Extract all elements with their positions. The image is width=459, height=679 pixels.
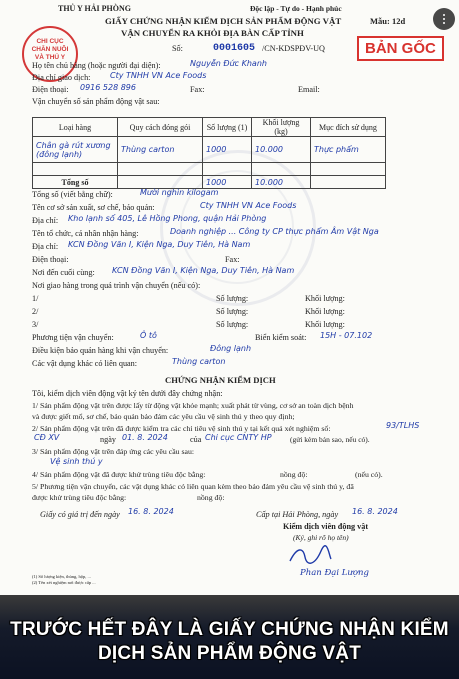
table-cell: Thực phẩm: [311, 137, 386, 163]
unload-weight-label: Khối lượng:: [305, 307, 345, 316]
seal-line-3: VÀ THÚ Y: [34, 54, 66, 61]
table-cell: [311, 163, 386, 176]
unload-weight-label: Khối lượng:: [305, 294, 345, 303]
address-label: Địa chỉ giao dịch:: [32, 73, 91, 82]
goods-table: [32, 117, 386, 189]
table-cell: [203, 163, 252, 176]
table-cell: Chân gà rút xương (đông lạnh): [33, 137, 118, 163]
total-words-value: Mười nghìn kilogam: [140, 188, 219, 197]
issuer-name: THỦ Y HẢI PHÒNG: [58, 4, 131, 13]
table-cell: [118, 176, 203, 189]
video-caption-bar: [0, 595, 459, 679]
unload-weight-label: Khối lượng:: [305, 320, 345, 329]
unload-row-number: 2/: [32, 307, 39, 316]
cert-heading: CHỨNG NHẬN KIỂM DỊCH: [165, 375, 276, 385]
receiver-label: Tên tổ chức, cá nhân nhận hàng:: [32, 229, 139, 238]
footnote-1: (1) Số lượng kiện, thùng, hộp, ...: [32, 574, 91, 579]
facility-address-label: Địa chỉ:: [32, 216, 59, 225]
address-value: Cty TNHH VN Ace Foods: [110, 71, 207, 80]
original-stamp: BẢN GỐC: [357, 36, 444, 61]
unload-label: Nơi giao hàng trong quá trình vận chuyển (nếu có):: [32, 281, 201, 290]
col-header: Loại hàng: [33, 118, 118, 137]
vehicle-value: Ô tô: [140, 331, 157, 340]
valid-until-value: 16. 8. 2024: [128, 507, 174, 516]
vehicle-disinfect-concentration-label: nồng độ:: [197, 493, 225, 502]
title-line-1: GIẤY CHỨNG NHẬN KIỂM DỊCH SẢN PHẨM ĐỘNG VẬT: [105, 16, 342, 26]
cert-point-5b: được khử trùng tiêu độc bằng:: [32, 493, 127, 502]
col-header: Quy cách đóng gói: [118, 118, 203, 137]
table-cell: Thùng carton: [118, 137, 203, 163]
storage-label: Điều kiện bảo quản hàng khi vận chuyển:: [32, 346, 169, 355]
test-result-code: CĐ XV: [34, 433, 60, 442]
receiver-address-label: Địa chỉ:: [32, 242, 59, 251]
caption-line-1: TRƯỚC HẾT ĐÂY LÀ GIẤY CHỨNG NHẬN KIỂM: [10, 619, 449, 640]
cert-point-2a: 2/ Sản phẩm động vật trên đã được kiểm tra các chỉ tiêu vệ sinh thú y tại kết quả xét nghiệm số:: [32, 424, 331, 433]
seal-line-2: CHĂN NUÔI: [31, 46, 69, 53]
total-label: Tổng số: [33, 176, 118, 189]
table-cell: [311, 176, 386, 189]
serial-number: 0001605: [213, 43, 256, 54]
disinfect-concentration-label: nồng độ:: [280, 470, 308, 479]
cert-point-5a: 5/ Phương tiện vận chuyển, các vật dụng khác có liên quan kèm theo bảo đảm yêu cầu vệ sinh thú y, đã: [32, 482, 354, 491]
cert-intro: Tôi, kiểm dịch viên động vật ký tên dưới đây chứng nhận:: [32, 389, 223, 398]
more-options-icon[interactable]: [433, 8, 455, 30]
receiver-phone-label: Điện thoại:: [32, 255, 69, 264]
owner-label: Họ tên chủ hàng (hoặc người đại diện):: [32, 61, 161, 70]
unload-row-number: 1/: [32, 294, 39, 303]
signer-title: Kiểm dịch viên động vật: [283, 522, 369, 531]
issued-date-value: 16. 8. 2024: [352, 507, 398, 516]
test-of-label: của: [190, 435, 202, 444]
cert-point-1b: và được giết mổ, sơ chế, bảo quản bảo đảm các yêu cầu vệ sinh thú y theo quy định;: [32, 412, 295, 421]
table-cell: 1000: [203, 137, 252, 163]
destination-value: KCN Đồng Văn I, Kiện Nga, Duy Tiên, Hà Nam: [112, 266, 295, 275]
issued-place-label: Cấp tại Hải Phòng, ngày: [256, 510, 339, 519]
facility-address-value: Kho lạnh số 405, Lê Hồng Phong, quận Hải Phòng: [68, 214, 267, 223]
cert-point-1a: 1/ Sản phẩm động vật trên được lấy từ động vật khỏe mạnh; xuất phát từ vùng, cơ sở an toàn dịch bệnh: [32, 401, 354, 410]
number-suffix: /CN-KDSPĐV-UQ: [262, 44, 325, 53]
seal-line-1: CHI CỤC: [36, 38, 64, 45]
receiver-address-value: KCN Đồng Văn I, Kiện Nga, Duy Tiên, Hà Nam: [68, 240, 251, 249]
col-header: Số lượng (1): [203, 118, 252, 137]
unload-row-number: 3/: [32, 320, 39, 329]
signer-name: Phan Đại Lượng: [300, 568, 369, 578]
items-value: Thùng carton: [172, 357, 226, 366]
total-qty: 1000: [203, 176, 252, 189]
email-label: Email:: [298, 85, 320, 94]
title-line-2: VẬN CHUYỂN RA KHỎI ĐỊA BÀN CẤP TỈNH: [121, 28, 304, 38]
test-note: (gửi kèm bản sao, nếu có).: [290, 435, 370, 444]
unload-qty-label: Số lượng:: [216, 294, 249, 303]
number-label: Số:: [172, 44, 183, 53]
disinfect-note: (nếu có).: [355, 470, 383, 479]
caption-line-2: DỊCH SẢN PHẨM ĐỘNG VẬT: [97, 643, 361, 664]
motto: Độc lập - Tự do - Hạnh phúc: [250, 4, 342, 13]
total-words-label: Tổng số (viết bằng chữ):: [32, 190, 113, 199]
destination-label: Nơi đến cuối cùng:: [32, 268, 95, 277]
signer-note: (Ký, ghi rõ họ tên): [293, 533, 349, 542]
total-weight: 10.000: [252, 176, 311, 189]
signature-mark: [285, 543, 335, 567]
transport-label: Vận chuyển số sản phẩm động vật sau:: [32, 97, 160, 106]
requirements-value: Vệ sinh thú y: [50, 457, 103, 466]
table-cell: [33, 163, 118, 176]
plate-label: Biển kiểm soát:: [255, 333, 307, 342]
phone-label: Điện thoại:: [32, 85, 69, 94]
owner-value: Nguyễn Đức Khanh: [190, 59, 267, 68]
table-cell: [252, 163, 311, 176]
vehicle-label: Phương tiện vận chuyển:: [32, 333, 114, 342]
table-cell: 10.000: [252, 137, 311, 163]
form-number: Mẫu: 12d: [370, 16, 406, 26]
table-cell: [118, 163, 203, 176]
test-date-value: 01. 8. 2024: [122, 433, 168, 442]
test-result-number: 93/TLHS: [386, 421, 420, 430]
storage-value: Đông lạnh: [210, 344, 252, 353]
plate-value: 15H - 07.102: [320, 331, 373, 340]
unload-qty-label: Số lượng:: [216, 307, 249, 316]
cert-point-3: 3/ Sản phẩm động vật trên đáp ứng các yêu cầu sau:: [32, 447, 195, 456]
col-header: Khối lượng (kg): [252, 118, 311, 137]
receiver-value: Doanh nghiệp ... Công ty CP thực phẩm Âm Vật Nga: [170, 227, 379, 236]
test-date-label: ngày: [100, 435, 116, 444]
footnote-2: (2) Tên xét nghiệm nơi được cấp ...: [32, 580, 96, 585]
cert-point-4: 4/ Sản phẩm động vật đã được khử trùng tiêu độc bằng:: [32, 470, 206, 479]
col-header: Mục đích sử dụng: [311, 118, 386, 137]
valid-until-label: Giấy có giá trị đến ngày: [40, 510, 120, 519]
unload-qty-label: Số lượng:: [216, 320, 249, 329]
facility-value: Cty TNHH VN Ace Foods: [200, 201, 297, 210]
fax-label: Fax:: [190, 85, 205, 94]
items-label: Các vật dụng khác có liên quan:: [32, 359, 138, 368]
test-lab-value: Chi cục CNTY HP: [205, 433, 272, 442]
facility-label: Tên cơ sở sản xuất, sơ chế, bảo quản:: [32, 203, 155, 212]
phone-value: 0916 528 896: [80, 83, 136, 92]
receiver-fax-label: Fax:: [225, 255, 240, 264]
